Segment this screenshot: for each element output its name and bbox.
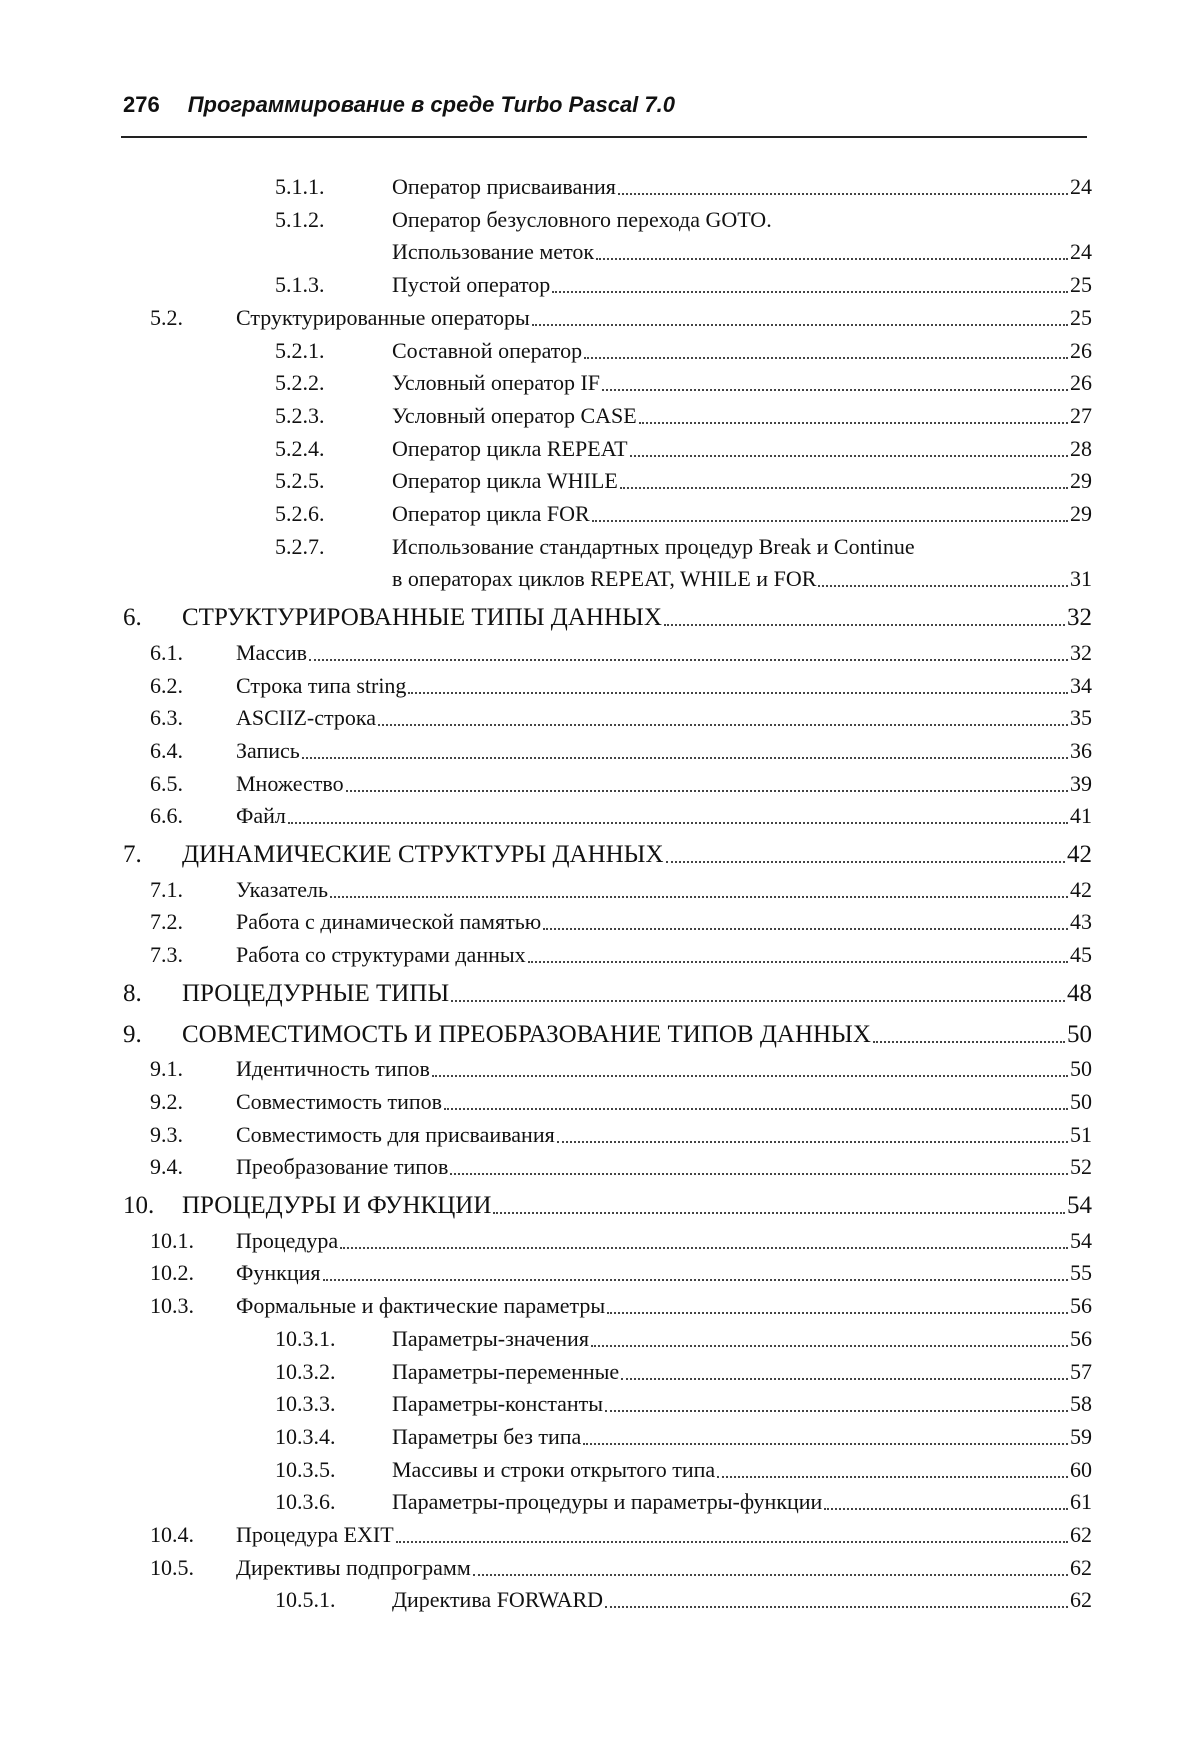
- toc-entry-page: 31: [1070, 566, 1092, 592]
- page-number: 276: [123, 92, 160, 117]
- toc-entry-page: 24: [1070, 174, 1092, 199]
- toc-entry-number: 6.1.: [150, 639, 183, 665]
- toc-entry-title: Указатель: [236, 876, 329, 902]
- toc-entry-title: Массивы и строки открытого типа: [392, 1456, 716, 1482]
- toc-entry: [275, 1324, 1092, 1354]
- toc-entry: [150, 875, 1092, 905]
- dot-leader: [873, 1041, 1065, 1043]
- dot-leader: [340, 1247, 1068, 1249]
- toc-entry-page: 28: [1070, 435, 1092, 461]
- dot-leader: [818, 585, 1068, 587]
- toc-entry: [275, 401, 1092, 431]
- toc-entry: [150, 907, 1092, 937]
- toc-entry-title: Параметры-процедуры и параметры-функции: [392, 1489, 823, 1515]
- running-head: [123, 92, 1083, 132]
- toc-entry-title: Процедура EXIT: [236, 1522, 394, 1547]
- toc-entry-title: Работа с динамической памятью: [236, 909, 542, 935]
- dot-leader: [288, 822, 1068, 824]
- toc-entry-title: ДИНАМИЧЕСКИЕ СТРУКТУРЫ ДАННЫХ: [182, 841, 664, 868]
- toc-entry-title: Массив: [236, 639, 308, 665]
- toc-entry-page: 62: [1070, 1587, 1092, 1613]
- toc-entry: [150, 1054, 1092, 1084]
- dot-leader: [408, 692, 1068, 694]
- dot-leader: [444, 1108, 1068, 1110]
- dot-leader: [396, 1541, 1068, 1543]
- toc-entry-title: Условный оператор CASE: [392, 402, 637, 428]
- toc-entry: [275, 466, 1092, 496]
- toc-entry-number: 8.: [123, 979, 142, 1007]
- toc-chapter-entry: [123, 1020, 1092, 1050]
- toc-entry-number: 10.3.2.: [275, 1358, 336, 1384]
- toc-entry-page: 48: [1067, 979, 1092, 1007]
- toc-entry-page: 34: [1070, 672, 1092, 698]
- toc-entry: [275, 1455, 1092, 1485]
- toc-entry-page: 24: [1070, 239, 1092, 265]
- toc-entry: [275, 336, 1092, 366]
- toc-entry: [150, 1258, 1092, 1288]
- toc-entry: [275, 1357, 1092, 1387]
- toc-entry-number: 5.2.1.: [275, 337, 325, 363]
- toc-entry-page: 45: [1070, 942, 1092, 968]
- dot-leader: [532, 324, 1068, 326]
- toc-entry-number: 5.1.3.: [275, 272, 325, 298]
- toc-entry-title: Параметры-значения: [392, 1325, 589, 1351]
- toc-entry-page: 41: [1070, 803, 1092, 829]
- toc-entry: [275, 205, 1092, 235]
- book-title: Программирование в среде Turbo Pascal 7.0: [187, 92, 675, 117]
- toc-entry-page: 62: [1070, 1522, 1092, 1547]
- toc-entry-page: 36: [1070, 737, 1092, 763]
- toc-entry: [275, 172, 1092, 202]
- toc-entry-page: 50: [1067, 1020, 1092, 1048]
- toc-chapter-entry: [123, 979, 1092, 1009]
- toc-chapter-entry: [123, 603, 1092, 633]
- toc-entry: [150, 1152, 1092, 1182]
- toc-entry: [150, 1520, 1092, 1550]
- dot-leader: [584, 357, 1068, 359]
- toc-entry-page: 56: [1070, 1293, 1092, 1319]
- toc-entry-title: Функция: [236, 1260, 321, 1286]
- toc-entry-page: 29: [1070, 468, 1092, 494]
- toc-entry-title: ASCIIZ-строка: [236, 705, 376, 731]
- dot-leader: [630, 455, 1068, 457]
- toc-entry-title: Пустой оператор: [392, 272, 551, 298]
- toc-entry: [275, 1422, 1092, 1452]
- toc-entry-page: 27: [1070, 402, 1092, 428]
- toc-entry: [275, 1585, 1092, 1615]
- toc-entry-title: Оператор безусловного перехода GOTO.: [392, 206, 772, 232]
- toc-entry-number: 6.3.: [150, 705, 183, 731]
- dot-leader: [302, 757, 1068, 759]
- toc-entry-title-continued: в операторах циклов REPEAT, WHILE и FOR: [392, 566, 817, 592]
- dot-leader: [605, 1606, 1068, 1608]
- dot-leader: [330, 896, 1068, 898]
- toc-entry-page: 39: [1070, 770, 1092, 796]
- toc-entry-number: 10.5.: [150, 1554, 194, 1580]
- toc-entry-title: СТРУКТУРИРОВАННЫЕ ТИПЫ ДАННЫХ: [182, 604, 662, 632]
- toc-entry-page: 42: [1067, 841, 1092, 868]
- toc-entry: [150, 1291, 1092, 1321]
- toc-entry-title: Формальные и фактические параметры: [236, 1293, 606, 1319]
- toc-entry-title: Работа со структурами данных: [236, 942, 526, 968]
- toc-entry-number: 6.5.: [150, 770, 183, 796]
- dot-leader: [583, 1443, 1068, 1445]
- toc-entry-title: Оператор присваивания: [392, 174, 616, 199]
- dot-leader: [596, 258, 1068, 260]
- toc-entry-page: 54: [1070, 1227, 1092, 1253]
- toc-entry-title: ПРОЦЕДУРНЫЕ ТИПЫ: [182, 979, 450, 1007]
- toc-entry: [150, 801, 1092, 831]
- toc-entry-page: 25: [1070, 272, 1092, 298]
- toc-entry-page: 56: [1070, 1325, 1092, 1351]
- toc-entry: [275, 1389, 1092, 1419]
- toc-entry-title: Использование стандартных процедур Break и Continue: [392, 533, 915, 559]
- toc-entry-page: 32: [1067, 604, 1092, 632]
- toc-entry: [275, 368, 1092, 398]
- toc-entry-title: Множество: [236, 770, 344, 796]
- dot-leader: [602, 389, 1068, 391]
- dot-leader: [493, 1212, 1065, 1214]
- toc-entry-title: Оператор цикла REPEAT: [392, 435, 628, 461]
- toc-entry-page: 60: [1070, 1456, 1092, 1482]
- toc-entry-page: 55: [1070, 1260, 1092, 1286]
- toc-entry-number: 9.: [123, 1020, 142, 1048]
- toc-entry-title: Составной оператор: [392, 337, 583, 363]
- toc-entry-page: 35: [1070, 705, 1092, 731]
- toc-entry-number: 6.: [123, 604, 142, 632]
- toc-entry-number: 10.3.1.: [275, 1325, 336, 1351]
- toc-entry-title: Процедура: [236, 1227, 339, 1253]
- dot-leader: [309, 659, 1068, 661]
- toc-entry-number: 10.3.4.: [275, 1423, 336, 1449]
- toc-entry: [150, 1120, 1092, 1150]
- toc-entry-title: Оператор цикла WHILE: [392, 468, 618, 494]
- toc-entry-continuation: [392, 237, 1092, 267]
- dot-leader: [618, 193, 1068, 195]
- toc-entry-number: 9.4.: [150, 1154, 183, 1180]
- toc-entry-page: 58: [1070, 1391, 1092, 1417]
- toc-chapter-entry: [123, 1191, 1092, 1221]
- toc-entry-number: 10.3.6.: [275, 1489, 336, 1515]
- toc-entry-page: 61: [1070, 1489, 1092, 1515]
- toc-entry-number: 6.4.: [150, 737, 183, 763]
- toc-entry-title: Структурированные операторы: [236, 304, 530, 330]
- toc-entry-number: 6.2.: [150, 672, 183, 698]
- toc-entry-page: 32: [1070, 639, 1092, 665]
- toc-entry: [275, 499, 1092, 529]
- dot-leader: [717, 1476, 1068, 1478]
- toc-entry-page: 52: [1070, 1154, 1092, 1180]
- toc-entry-page: 26: [1070, 370, 1092, 396]
- toc-entry-continuation: [392, 564, 1092, 594]
- toc-entry-number: 5.1.1.: [275, 174, 325, 199]
- toc-entry-number: 10.: [123, 1192, 155, 1219]
- toc-entry-number: 5.2.4.: [275, 435, 325, 461]
- toc-entry-title: Совместимость для присваивания: [236, 1121, 555, 1147]
- toc-entry-number: 9.1.: [150, 1056, 183, 1082]
- toc-entry-number: 10.3.5.: [275, 1456, 336, 1482]
- toc-entry: [150, 703, 1092, 733]
- toc-entry-page: 29: [1070, 501, 1092, 526]
- toc-entry: [275, 270, 1092, 300]
- toc-entry-title: Оператор цикла FOR: [392, 501, 590, 526]
- toc-entry-number: 5.1.2.: [275, 206, 325, 232]
- toc-entry-number: 5.2.3.: [275, 402, 325, 428]
- dot-leader: [591, 1345, 1068, 1347]
- toc-entry-title: Условный оператор IF: [392, 370, 601, 396]
- toc-entry-number: 10.2.: [150, 1260, 194, 1286]
- dot-leader: [528, 961, 1068, 963]
- toc-entry: [150, 769, 1092, 799]
- toc-entry-title: Идентичность типов: [236, 1056, 430, 1082]
- toc-entry-number: 5.2.6.: [275, 501, 325, 526]
- dot-leader: [592, 520, 1068, 522]
- toc-entry-number: 9.3.: [150, 1121, 183, 1147]
- dot-leader: [607, 1312, 1068, 1314]
- toc-entry: [275, 434, 1092, 464]
- toc-entry-title: Директивы подпрограмм: [236, 1554, 471, 1580]
- toc-entry: [150, 1087, 1092, 1117]
- dot-leader: [432, 1075, 1068, 1077]
- toc-entry-number: 5.2.5.: [275, 468, 325, 494]
- toc-entry-title: Запись: [236, 737, 300, 763]
- toc-entry: [150, 671, 1092, 701]
- toc-entry-title: Параметры-переменные: [392, 1358, 620, 1384]
- toc-entry-number: 6.6.: [150, 803, 183, 829]
- dot-leader: [824, 1508, 1068, 1510]
- dot-leader: [346, 790, 1068, 792]
- dot-leader: [620, 487, 1068, 489]
- toc-entry-number: 10.4.: [150, 1522, 194, 1547]
- toc-entry-page: 50: [1070, 1056, 1092, 1082]
- toc-entry-title: Преобразование типов: [236, 1154, 449, 1180]
- toc-entry-number: 10.3.: [150, 1293, 194, 1319]
- toc-entry: [150, 303, 1092, 333]
- toc-entry-number: 10.1.: [150, 1227, 194, 1253]
- toc-entry-title: Совместимость типов: [236, 1088, 443, 1114]
- toc-entry-page: 54: [1067, 1192, 1092, 1219]
- toc-entry-number: 7.: [123, 841, 142, 868]
- toc-entry-page: 42: [1070, 876, 1092, 902]
- toc-entry-title: Директива FORWARD: [392, 1587, 604, 1613]
- toc-entry: [150, 736, 1092, 766]
- toc-chapter-entry: [123, 840, 1092, 870]
- dot-leader: [543, 928, 1068, 930]
- dot-leader: [552, 291, 1068, 293]
- toc-entry: [150, 940, 1092, 970]
- toc-entry-page: 62: [1070, 1554, 1092, 1580]
- toc-entry-title: Файл: [236, 803, 286, 829]
- toc-entry-title: СОВМЕСТИМОСТЬ И ПРЕОБРАЗОВАНИЕ ТИПОВ ДАННЫХ: [182, 1020, 871, 1048]
- toc-entry: [150, 1226, 1092, 1256]
- dot-leader: [323, 1279, 1068, 1281]
- toc-entry-number: 7.2.: [150, 909, 183, 935]
- toc-entry: [150, 1553, 1092, 1583]
- toc-entry-number: 5.2.7.: [275, 533, 325, 559]
- dot-leader: [473, 1574, 1068, 1576]
- dot-leader: [378, 724, 1068, 726]
- toc-entry-title: Строка типа string: [236, 672, 407, 698]
- dot-leader: [605, 1410, 1068, 1412]
- toc-entry-page: 59: [1070, 1423, 1092, 1449]
- toc-entry: [275, 532, 1092, 562]
- dot-leader: [450, 1173, 1068, 1175]
- toc-entry-number: 7.3.: [150, 942, 183, 968]
- toc-entry-title: Параметры-константы: [392, 1391, 604, 1417]
- toc-entry-number: 7.1.: [150, 876, 183, 902]
- dot-leader: [664, 624, 1065, 626]
- dot-leader: [621, 1378, 1068, 1380]
- toc-entry-page: 51: [1070, 1121, 1092, 1147]
- toc-entry-number: 10.3.3.: [275, 1391, 336, 1417]
- toc-entry-page: 57: [1070, 1358, 1092, 1384]
- dot-leader: [666, 861, 1065, 863]
- toc-entry-title: ПРОЦЕДУРЫ И ФУНКЦИИ: [182, 1192, 492, 1219]
- toc-entry-number: 5.2.: [150, 304, 183, 330]
- toc-entry-number: 5.2.2.: [275, 370, 325, 396]
- toc-entry-title: Параметры без типа: [392, 1423, 582, 1449]
- toc-entry-page: 43: [1070, 909, 1092, 935]
- dot-leader: [639, 422, 1068, 424]
- toc-entry-page: 26: [1070, 337, 1092, 363]
- toc-entry-number: 9.2.: [150, 1088, 183, 1114]
- dot-leader: [557, 1141, 1068, 1143]
- toc-entry-number: 10.5.1.: [275, 1587, 336, 1613]
- header-rule: [121, 136, 1087, 138]
- dot-leader: [451, 1000, 1065, 1002]
- toc-entry-page: 50: [1070, 1088, 1092, 1114]
- toc-entry-page: 25: [1070, 304, 1092, 330]
- toc-entry: [150, 638, 1092, 668]
- toc-entry-title-continued: Использование меток: [392, 239, 595, 265]
- toc-entry: [275, 1487, 1092, 1517]
